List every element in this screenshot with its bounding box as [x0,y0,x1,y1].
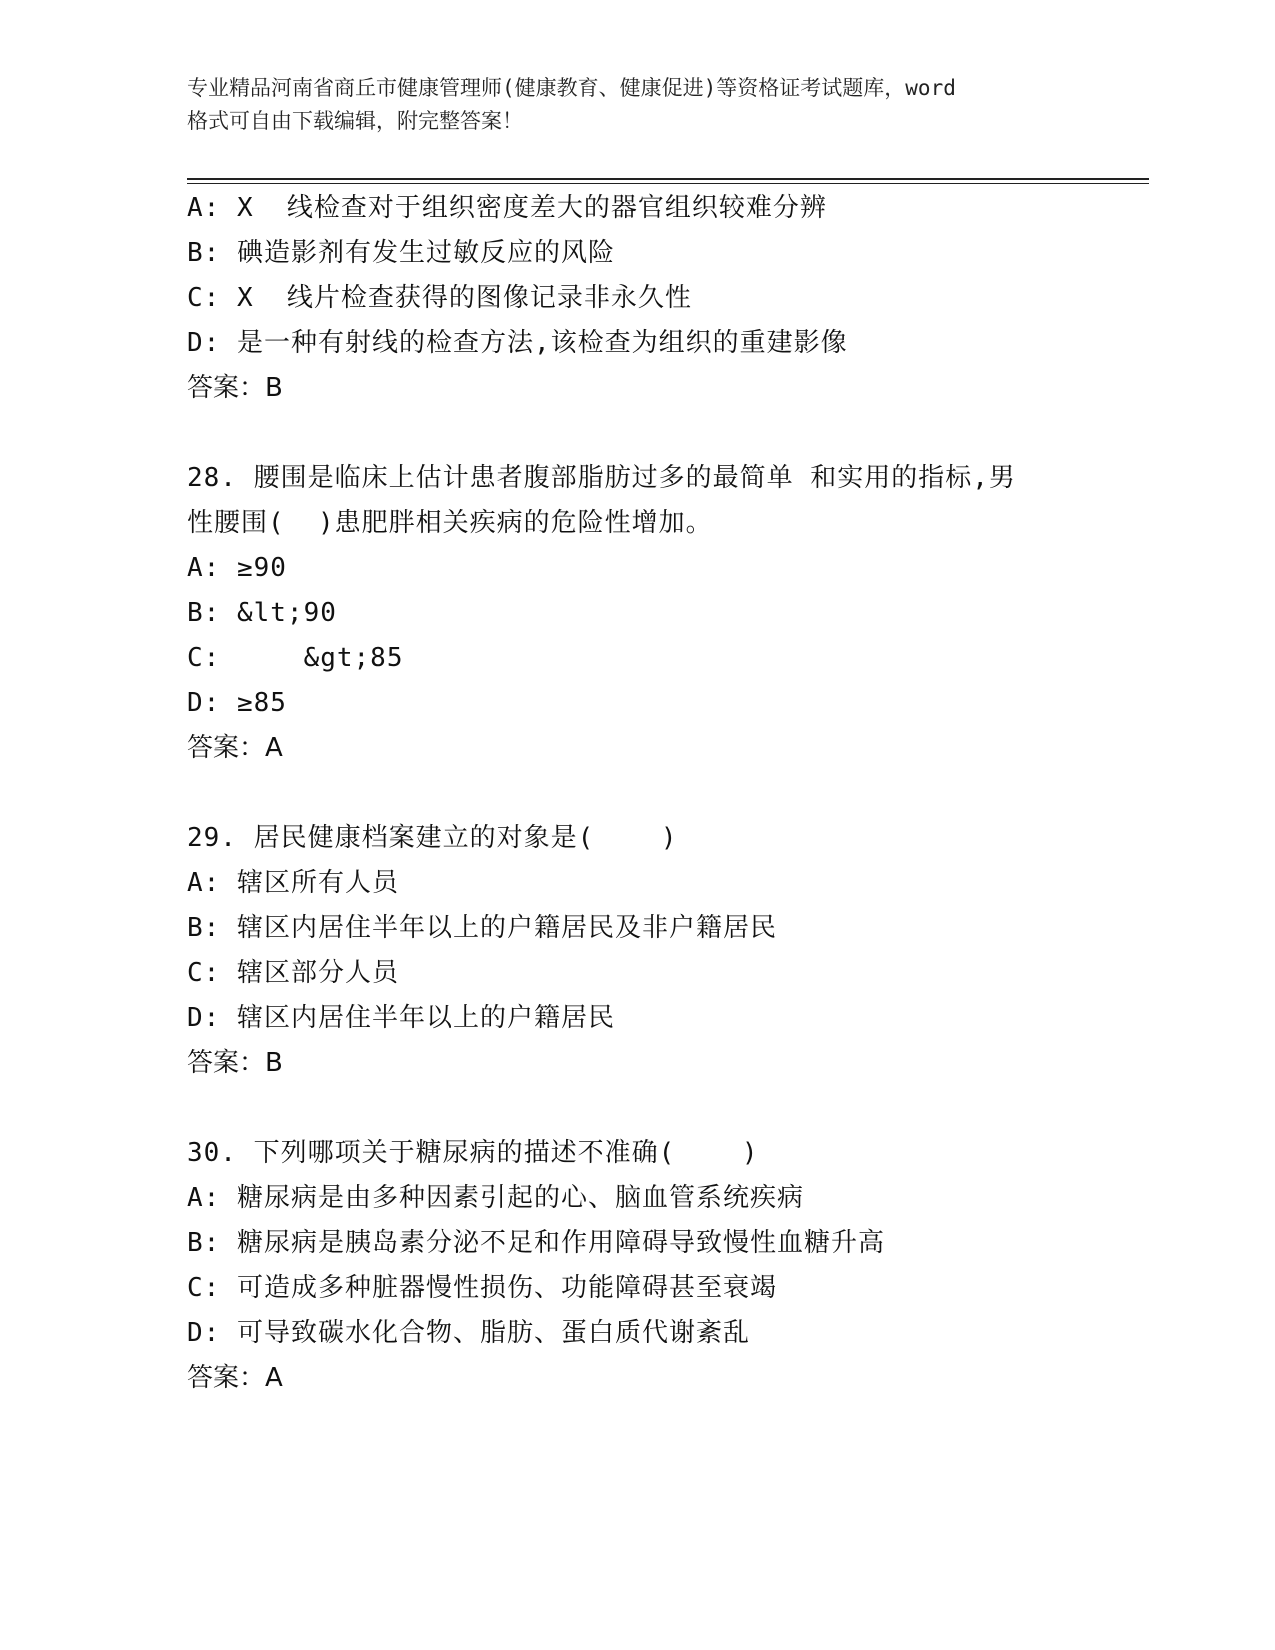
q29-stem: 29. 居民健康档案建立的对象是( ) [187,823,678,853]
q29-answer: 答案：B [187,1048,283,1078]
q28-answer: 答案：A [187,733,283,763]
q30-option-d: D: 可导致碳水化合物、脂肪、蛋白质代谢紊乱 [187,1318,750,1348]
q28-stem-line-1: 28. 腰围是临床上估计患者腹部脂肪过多的最简单 和实用的指标,男 [187,463,1016,493]
q28-option-a: A: ≥90 [187,553,287,583]
q29-option-d: D: 辖区内居住半年以上的户籍居民 [187,1003,615,1033]
q28-option-b: B: &lt;90 [187,598,337,628]
q27-option-b: B: 碘造影剂有发生过敏反应的风险 [187,238,615,268]
q28-stem-line-2: 性腰围( )患肥胖相关疾病的危险性增加。 [187,508,713,538]
q28-option-d: D: ≥85 [187,688,287,718]
q28-option-c: C: &gt;85 [187,643,404,673]
header-line-1: 专业精品河南省商丘市健康管理师(健康教育、健康促进)等资格证考试题库，word [187,76,956,100]
q29-option-b: B: 辖区内居住半年以上的户籍居民及非户籍居民 [187,913,777,943]
document-header [187,72,1097,138]
q27-option-d: D: 是一种有射线的检查方法,该检查为组织的重建影像 [187,328,848,358]
q30-option-b: B: 糖尿病是胰岛素分泌不足和作用障碍导致慢性血糖升高 [187,1228,885,1258]
q29-option-c: C: 辖区部分人员 [187,958,399,988]
q29-option-a: A: 辖区所有人员 [187,868,399,898]
q27-answer: 答案：B [187,373,283,403]
q30-stem: 30. 下列哪项关于糖尿病的描述不准确( ) [187,1138,759,1168]
header-rule-thick [187,178,1149,180]
q30-option-c: C: 可造成多种脏器慢性损伤、功能障碍甚至衰竭 [187,1273,777,1303]
q30-answer: 答案：A [187,1363,283,1393]
q27-option-c: C: X 线片检查获得的图像记录非永久性 [187,283,692,313]
q30-option-a: A: 糖尿病是由多种因素引起的心、脑血管系统疾病 [187,1183,804,1213]
header-rule-thin [187,183,1149,184]
q27-option-a: A: X 线检查对于组织密度差大的器官组织较难分辨 [187,193,827,223]
header-line-2: 格式可自由下载编辑，附完整答案！ [187,109,523,133]
